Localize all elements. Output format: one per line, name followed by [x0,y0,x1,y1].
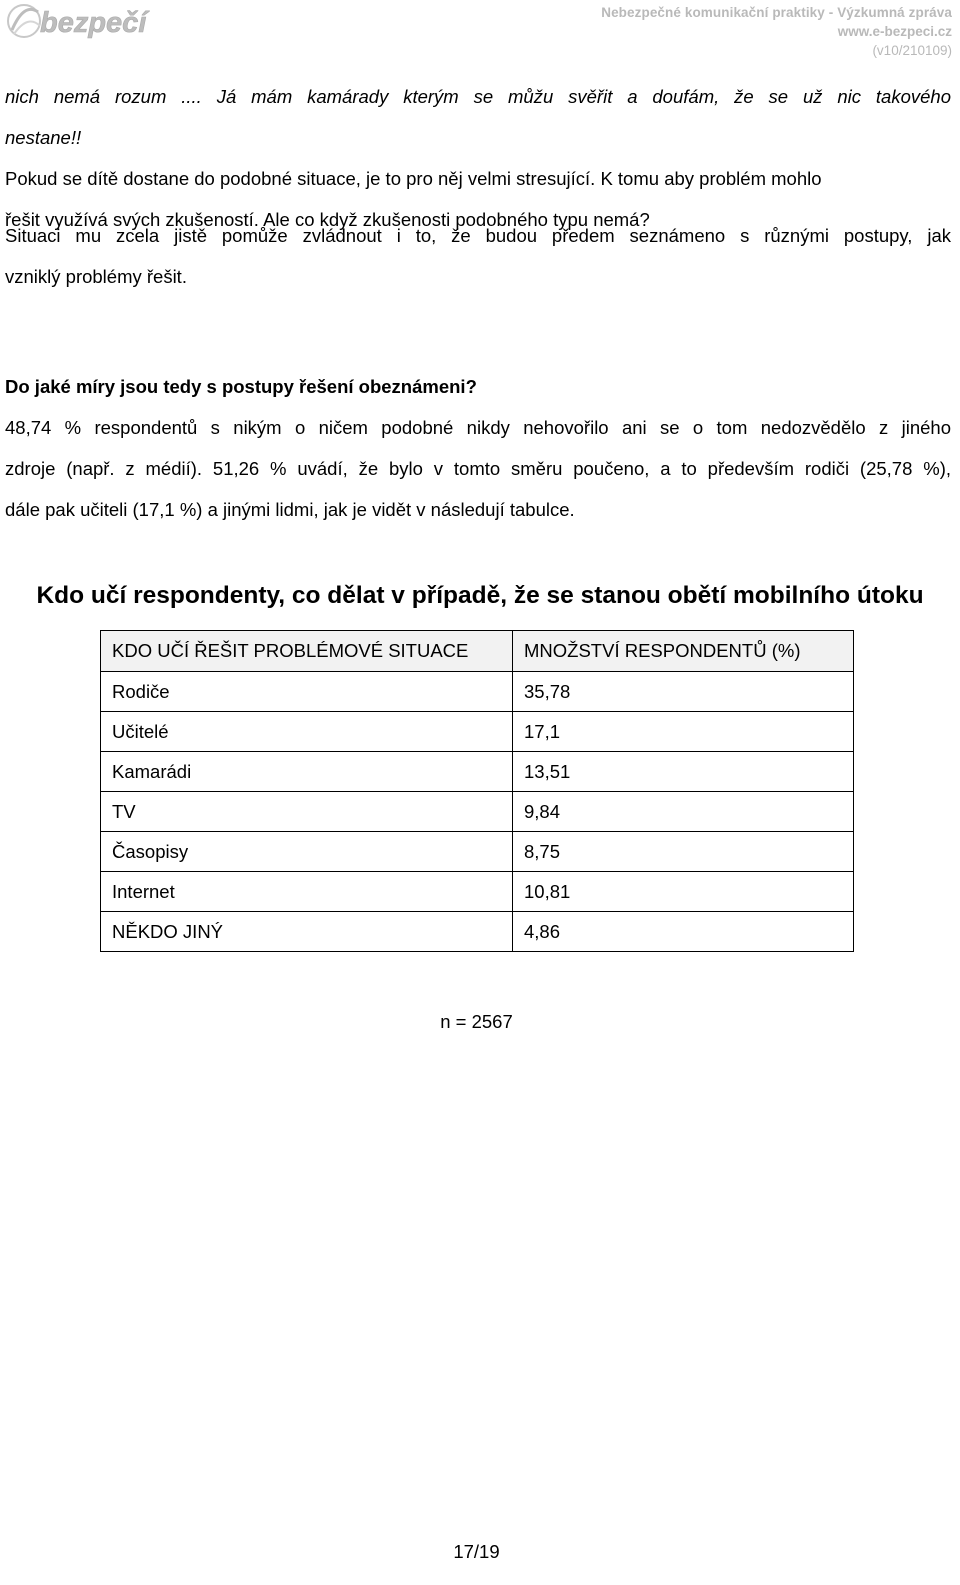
column-header: MNOŽSTVÍ RESPONDENTŮ (%) [513,631,854,672]
table-cell: Kamarádi [101,752,513,792]
paragraph-line: 48,74 % respondentů s nikým o ničem podobné nikdy nehovořilo ani se o tom nedozvědělo z jiného [5,417,951,438]
table-header-row [101,631,854,672]
section-question: Do jaké míry jsou tedy s postupy řešení obeznámeni? [5,376,477,397]
paragraph-line: Situaci mu zcela jistě pomůže zvládnout i to, že budou předem seznámeno s různými postupy, jak [5,225,951,246]
table-cell: 4,86 [513,912,854,952]
quote-line: nestane!! [5,127,82,148]
table-cell: 17,1 [513,712,854,752]
table-cell: Internet [101,872,513,912]
table-cell: 10,81 [513,872,854,912]
quote-line: nich nemá rozum .... Já mám kamárady kterým se můžu svěřit a doufám, že se už nic takového [5,86,951,107]
paragraph-line: zdroje (např. z médií). 51,26 % uvádí, že bylo v tomto směru poučeno, a to především rodiči (25,78 %), [5,458,951,479]
page-number: 17/19 [453,1541,500,1562]
table-cell: 8,75 [513,832,854,872]
paragraph-line: dále pak učiteli (17,1 %) a jinými lidmi, jak je vidět v následují tabulce. [5,499,575,520]
table-row [101,672,854,712]
table-row [101,912,854,952]
table-cell: Rodiče [101,672,513,712]
table-cell: NĚKDO JINÝ [101,912,513,952]
paragraph [5,407,951,530]
table-row [101,712,854,752]
table-cell: 13,51 [513,752,854,792]
table-row [101,752,854,792]
table-cell: 9,84 [513,792,854,832]
table-row [101,832,854,872]
paragraph-line: Pokud se dítě dostane do podobné situace, je to pro něj velmi stresující. K tomu aby problém mohlo [5,168,822,189]
svg-text:bezpečí: bezpečí [40,7,147,39]
paragraph-line: vzniklý problémy řešit. [5,266,187,287]
table-row [101,792,854,832]
column-header: KDO UČÍ ŘEŠIT PROBLÉMOVÉ SITUACE [101,631,513,672]
report-title: Nebezpečné komunikační praktiky - Výzkumná zpráva [601,5,952,20]
website-url: www.e-bezpeci.cz [837,24,952,39]
page-header [601,3,952,60]
table-cell: Časopisy [101,832,513,872]
table-row [101,872,854,912]
sample-size: n = 2567 [440,1011,513,1032]
table-cell: 35,78 [513,672,854,712]
table-title: Kdo učí respondenty, co dělat v případě, že se stanou obětí mobilního útoku [36,582,924,609]
table-cell: TV [101,792,513,832]
e-bezpeci-logo [4,0,154,42]
table-cell: Učitelé [101,712,513,752]
respondents-table [100,630,854,952]
report-version: (v10/210109) [872,43,952,58]
paragraph-line: řešit využívá svých zkušeností. Ale co když zkušenosti podobného typu nemá? [5,209,650,230]
respondent-quote [5,76,951,158]
paragraph [5,215,951,297]
